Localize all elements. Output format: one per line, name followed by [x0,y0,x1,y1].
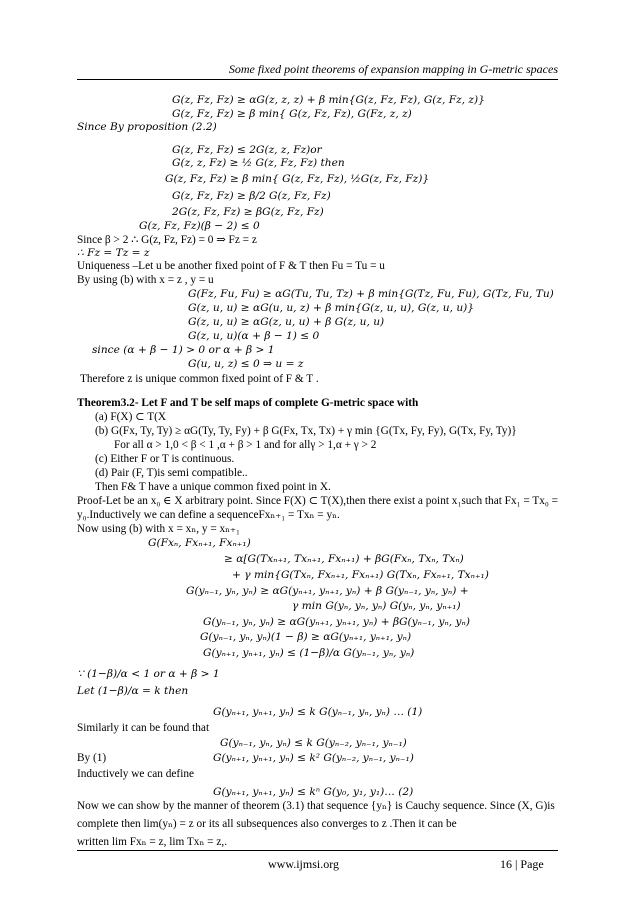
text-line: (c) Either F or T is continuous. [95,453,235,465]
text-line: G(yₙ₋₁, yₙ, yₙ) ≤ k G(yₙ₋₂, yₙ₋₁, yₙ₋₁) [220,737,407,749]
text-line: Let (1−β)/α = k then [77,685,189,697]
text-line: G(Fxₙ, Fxₙ₊₁, Fxₙ₊₁) [148,537,251,549]
text-line: G(z, Fz, Fz) ≥ αG(z, z, z) + β min{G(z, Fz, Fz), G(z, Fz, z)} [172,94,485,106]
text-line: Now using (b) with x = xₙ, y = xₙ₊₁ [77,523,240,535]
text-line: Since β > 2 ∴ G(z, Fz, Fz) = 0 ⇒ Fz = z [77,234,257,246]
header-rule [77,79,558,80]
text-line: G(yₙ₊₁, yₙ₊₁, yₙ) ≤ k² G(yₙ₋₂, yₙ₋₁, yₙ₋₁) [213,752,414,764]
text-line: Therefore z is unique common fixed point of F & T . [80,373,319,385]
text-line: G(z, Fz, Fz) ≥ β min{ G(z, Fz, Fz), G(Fz, z, z) [172,108,412,120]
text-line: (d) Pair (F, T)is semi compatible.. [95,467,248,479]
text-line: (a) F(X) ⊂ T(X [95,411,167,423]
text-line: written lim Fxₙ = z, lim Txₙ = z,. [77,836,228,848]
text-line: Then F& T have a unique common fixed point in X. [95,481,331,493]
text-line: G(yₙ₋₁, yₙ, yₙ) ≥ αG(yₙ₊₁, yₙ₊₁, yₙ) + βG(yₙ₋₁, yₙ, yₙ) [203,616,470,628]
text-line: G(z, Fz, Fz) ≤ 2G(z, z, Fz)or [172,144,322,156]
text-line: y₀.Inductively we can define a sequenceFxₙ₊₁ = Txₙ = yₙ. [77,509,340,521]
text-line: + γ min{G(Txₙ, Fxₙ₊₁, Fxₙ₊₁) G(Txₙ, Fxₙ₊₁, Txₙ₊₁) [232,569,489,581]
footer-rule [77,850,558,851]
text-line: By using (b) with x = z , y = u [77,274,214,286]
text-line: G(z, z, Fz) ≥ ½ G(z, Fz, Fz) then [172,157,345,169]
text-line: G(z, u, u)(α + β − 1) ≤ 0 [188,330,320,342]
text-line: For all α > 1,0 < β < 1 ,α + β > 1 and for allγ > 1,α + γ > 2 [114,439,377,451]
text-line: since (α + β − 1) > 0 or α + β > 1 [92,344,275,356]
text-line: ∵ (1−β)/α < 1 or α + β > 1 [77,668,220,680]
running-header: Some fixed point theorems of expansion mapping in G-metric spaces [228,62,558,76]
text-line: Theorem3.2- Let F and T be self maps of complete G-metric space with [77,397,419,409]
text-line: G(Fz, Fu, Fu) ≥ αG(Tu, Tu, Tz) + β min{G(Tz, Fu, Fu), G(Tz, Fu, Tu) [188,288,554,300]
text-line: Similarly it can be found that [77,722,210,734]
text-line: (b) G(Fx, Ty, Ty) ≥ αG(Ty, Ty, Fy) + β G(Fx, Tx, Tx) + γ min {G(Tx, Fy, Fy), G(Tx, Fy, Ty)} [95,425,517,437]
text-line: G(yₙ₊₁, yₙ₊₁, yₙ) ≤ kⁿ G(y₀, y₁, y₁)… (2) [213,786,414,798]
text-line: G(z, Fz, Fz) ≥ β min{ G(z, Fz, Fz), ½G(z, Fz, Fz)} [165,173,430,185]
text-line: G(z, u, u) ≥ αG(u, u, z) + β min{G(z, u, u), G(z, u, u)} [188,302,475,314]
text-line: G(z, u, u) ≥ αG(z, u, u) + β G(z, u, u) [188,316,385,328]
text-line: G(z, Fz, Fz) ≥ β/2 G(z, Fz, Fz) [172,190,331,202]
text-line: G(yₙ₋₁, yₙ, yₙ)(1 − β) ≥ αG(yₙ₊₁, yₙ₊₁, yₙ) [200,631,412,643]
text-line: Proof-Let be an x₀ ∈ X arbitrary point. Since F(X) ⊂ T(X),then there exist a point x₁such that Fx₁ = Tx₀ = [77,495,559,507]
text-line: 2G(z, Fz, Fz) ≥ βG(z, Fz, Fz) [172,206,324,218]
text-line: Now we can show by the manner of theorem (3.1) that sequence {yₙ} is Cauchy sequence. Since (X, G)is [77,800,555,812]
text-line: G(yₙ₊₁, yₙ₊₁, yₙ) ≤ (1−β)/α G(yₙ₋₁, yₙ, yₙ) [203,647,415,659]
text-line: complete then lim(yₙ) = z or its all subsequences also converges to z .Then it can be [77,818,457,830]
text-line: ∴ Fz = Tz = z [77,247,150,259]
text-line: Since By proposition (2.2) [77,121,217,133]
text-line: G(yₙ₋₁, yₙ, yₙ) ≥ αG(yₙ₊₁, yₙ₊₁, yₙ) + β G(yₙ₋₁, yₙ, yₙ) + [186,585,469,597]
text-line: Inductively we can define [77,768,194,780]
text-line: γ min G(yₙ, yₙ, yₙ) G(yₙ, yₙ, yₙ₊₁) [292,600,461,612]
text-line: G(yₙ₊₁, yₙ₊₁, yₙ) ≤ k G(yₙ₋₁, yₙ, yₙ) … (1) [213,706,423,718]
text-line: ≥ α[G(Txₙ₊₁, Txₙ₊₁, Fxₙ₊₁) + βG(Fxₙ, Txₙ, Txₙ) [224,553,464,565]
footer-page-number: 16 | Page [500,857,544,871]
text-line: G(u, u, z) ≤ 0 ⇒ u = z [188,358,304,370]
text-line: Uniqueness –Let u be another fixed point of F & T then Fu = Tu = u [77,260,385,272]
footer-website: www.ijmsi.org [268,857,340,871]
text-line: By (1) [77,752,107,764]
text-line: G(z, Fz, Fz)(β − 2) ≤ 0 [139,220,260,232]
